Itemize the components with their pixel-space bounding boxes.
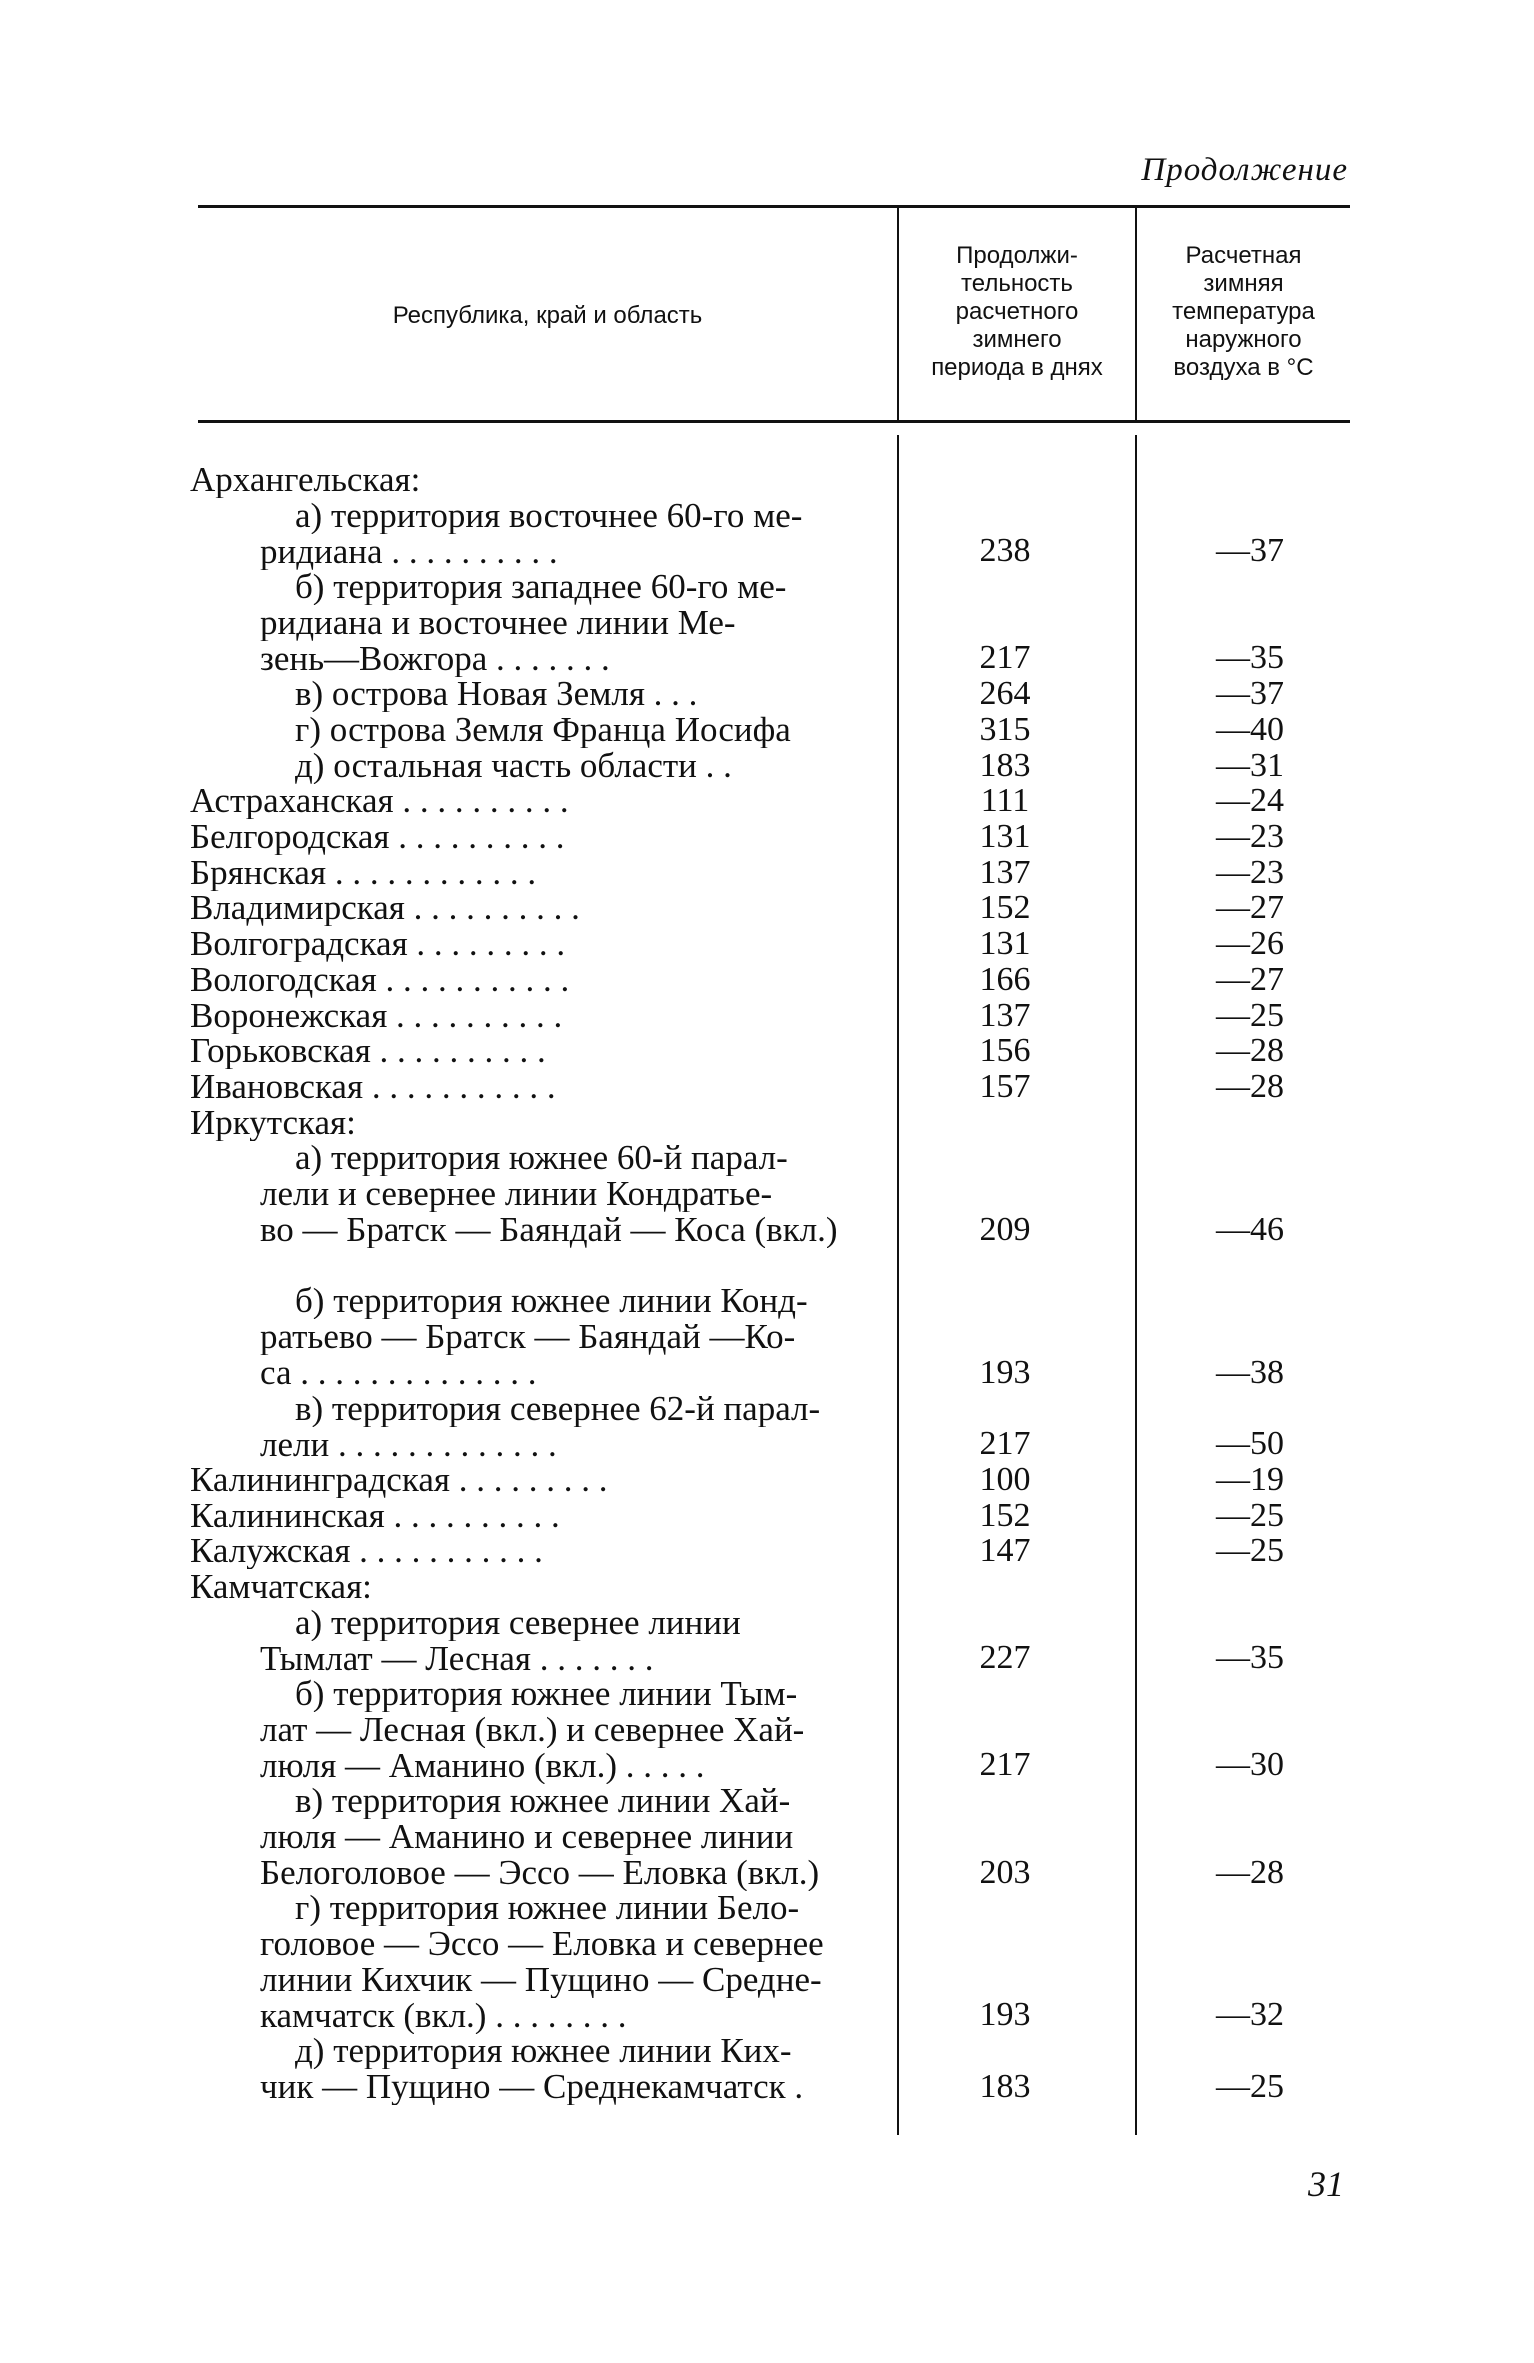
region-label-line: ратьево — Братск — Баяндай —Ко- [260,1319,796,1356]
region-label [190,1569,880,1605]
region-label-line: ридиана и восточнее линии Ме- [260,605,736,642]
region-label [190,676,880,712]
temperature-value: —27 [1216,960,1284,998]
region-label-line: линии Кихчик — Пущино — Средне- [260,1962,822,1999]
region-label-line: в) территория севернее 62-й парал- [295,1390,821,1427]
region-label [190,569,880,677]
region-label-line: са . . . . . . . . . . . . . . [260,1355,537,1392]
region-label-line: д) территория южнее линии Ких- [295,2033,792,2070]
region-label-line: Брянская . . . . . . . . . . . . [190,854,537,891]
region-label [190,855,880,891]
region-label-line: Горьковская . . . . . . . . . . [190,1033,546,1070]
temperature-value: —25 [1216,1496,1284,1534]
duration-value: 209 [979,1210,1031,1248]
region-label-line: Камчатская: [190,1569,372,1605]
duration-value: 152 [979,1496,1031,1534]
region-label-line: люля — Аманино (вкл.) . . . . . [260,1748,705,1785]
region-label-line: б) территория южнее линии Тым- [295,1676,798,1713]
temperature-value: —30 [1216,1746,1284,1784]
table-top-rule [198,205,1350,208]
temperature-value: —50 [1216,1425,1284,1463]
duration-value: 264 [979,675,1031,713]
duration-value: 193 [979,1996,1031,2034]
region-label-line: Белоголовое — Эссо — Еловка (вкл.) [260,1855,820,1892]
duration-value: 193 [979,1353,1031,1391]
duration-value: 166 [979,960,1031,998]
duration-value: 217 [979,639,1031,677]
region-label-line: люля — Аманино и севернее линии [260,1819,794,1856]
temperature-value: —25 [1216,1532,1284,1570]
region-label-line: во — Братск — Баяндай — Коса (вкл.) [260,1212,838,1249]
region-label-line: г) территория южнее линии Бело- [295,1890,800,1927]
region-label-line: Архангельская: [190,462,421,498]
region-label [190,890,880,926]
duration-value: 157 [979,1067,1031,1105]
temperature-value: —24 [1216,782,1284,820]
region-label-line: Ивановская . . . . . . . . . . . [190,1068,556,1105]
temperature-value: —35 [1216,639,1284,677]
region-label-line: а) территория восточнее 60-го ме- [295,497,803,534]
region-label-line: ридиана . . . . . . . . . . [260,533,558,570]
header-duration: Продолжи- тельность расчетного зимнего периода в днях [931,242,1103,381]
region-label-line: лели . . . . . . . . . . . . . [260,1426,557,1463]
region-label [190,783,880,819]
region-label-line: а) территория севернее линии [295,1604,741,1641]
region-label [190,1033,880,1069]
duration-value: 315 [979,710,1031,748]
region-label [190,1676,880,1784]
temperature-value: —28 [1216,1853,1284,1891]
continuation-label: Продолжение [1141,152,1348,188]
region-label-line: Вологодская . . . . . . . . . . . [190,961,570,998]
region-label-line: Тымлат — Лесная . . . . . . . [260,1640,654,1677]
region-label [190,1105,880,1141]
region-label-line: Волгоградская . . . . . . . . . [190,926,566,963]
header-region [198,302,897,330]
region-label-line: Воронежская . . . . . . . . . . [190,997,563,1034]
region-label-line: Иркутская: [190,1104,356,1141]
duration-value: 217 [979,1425,1031,1463]
temperature-value: —23 [1216,818,1284,855]
column-divider-1-body [897,435,899,2135]
region-label [190,1605,880,1677]
temperature-value: —37 [1216,532,1284,570]
region-label [190,712,880,748]
region-label-line: Калининская . . . . . . . . . . [190,1497,560,1534]
duration-value: 227 [979,1639,1031,1677]
region-label [190,1283,880,1391]
temperature-value: —31 [1216,746,1284,784]
temperature-value: —26 [1216,925,1284,963]
temperature-value: —35 [1216,1639,1284,1677]
temperature-value: —25 [1216,2067,1284,2105]
header-bottom-rule [198,420,1350,423]
duration-value: 152 [979,889,1031,927]
region-label [190,1462,880,1498]
temperature-value: —40 [1216,710,1284,748]
region-label-line: б) территория западнее 60-го ме- [295,569,787,606]
region-label [190,819,880,855]
temperature-value: —23 [1216,853,1284,891]
region-label [190,1533,880,1569]
region-label-line: Астраханская . . . . . . . . . . [190,783,569,820]
column-divider-2-body [1135,435,1137,2135]
region-label [190,2033,880,2105]
duration-value: 183 [979,746,1031,784]
temperature-value: —28 [1216,1032,1284,1070]
temperature-value: —46 [1216,1210,1284,1248]
region-label-line: а) территория южнее 60-й парал- [295,1140,788,1177]
region-label-line: б) территория южнее линии Конд- [295,1283,808,1320]
temperature-value: —19 [1216,1460,1284,1498]
region-label-line: д) остальная часть области . . [295,747,732,784]
region-label-line: лат — Лесная (вкл.) и севернее Хай- [260,1712,805,1749]
region-label-line: лели и севернее линии Кондратье- [260,1176,773,1213]
temperature-value: —25 [1216,996,1284,1034]
region-label-line: в) территория южнее линии Хай- [295,1783,791,1820]
region-label-line: в) острова Новая Земля . . . [295,676,698,713]
header-temperature: Расчетная зимняя температура наружного воздуха в °С [1172,242,1315,381]
duration-value: 137 [979,996,1031,1034]
region-label [190,1391,880,1463]
region-label [190,462,880,498]
region-label-line: зень—Вожгора . . . . . . . [260,641,610,678]
region-label-line: Калужская . . . . . . . . . . . [190,1533,543,1570]
region-label-line: Белгородская . . . . . . . . . . [190,819,565,855]
region-label-line: Владимирская . . . . . . . . . . [190,890,580,927]
region-label [190,926,880,962]
header-region-text: Республика, край и область [392,302,703,329]
duration-value: 137 [979,853,1031,891]
duration-value: 203 [979,1853,1031,1891]
duration-value: 238 [979,532,1031,570]
region-label [190,1069,880,1105]
region-label [190,1890,880,2034]
temperature-value: —37 [1216,675,1284,713]
temperature-value: —27 [1216,889,1284,927]
duration-value: 217 [979,1746,1031,1784]
region-label-line: головое — Эссо — Еловка и севернее [260,1926,824,1963]
duration-value: 156 [979,1032,1031,1070]
region-label [190,962,880,998]
region-label [190,1783,880,1891]
duration-value: 131 [979,818,1031,855]
region-label [190,1498,880,1534]
duration-value: 100 [979,1460,1031,1498]
region-label [190,498,880,570]
duration-value: 147 [979,1532,1031,1570]
temperature-value: —32 [1216,1996,1284,2034]
page-number: 31 [1308,2164,1344,2204]
region-label-line: Калининградская . . . . . . . . . [190,1461,608,1498]
duration-value: 183 [979,2067,1031,2105]
region-label-line: г) острова Земля Франца Иосифа [295,711,791,748]
duration-value: 131 [979,925,1031,963]
temperature-value: —38 [1216,1353,1284,1391]
region-label [190,1140,880,1248]
region-label [190,998,880,1034]
region-label-line: чик — Пущино — Среднекамчатск . [260,2069,804,2106]
temperature-value: —28 [1216,1067,1284,1105]
duration-value: 111 [980,782,1030,820]
region-label-line: камчатск (вкл.) . . . . . . . . [260,1998,627,2035]
region-label [190,748,880,784]
